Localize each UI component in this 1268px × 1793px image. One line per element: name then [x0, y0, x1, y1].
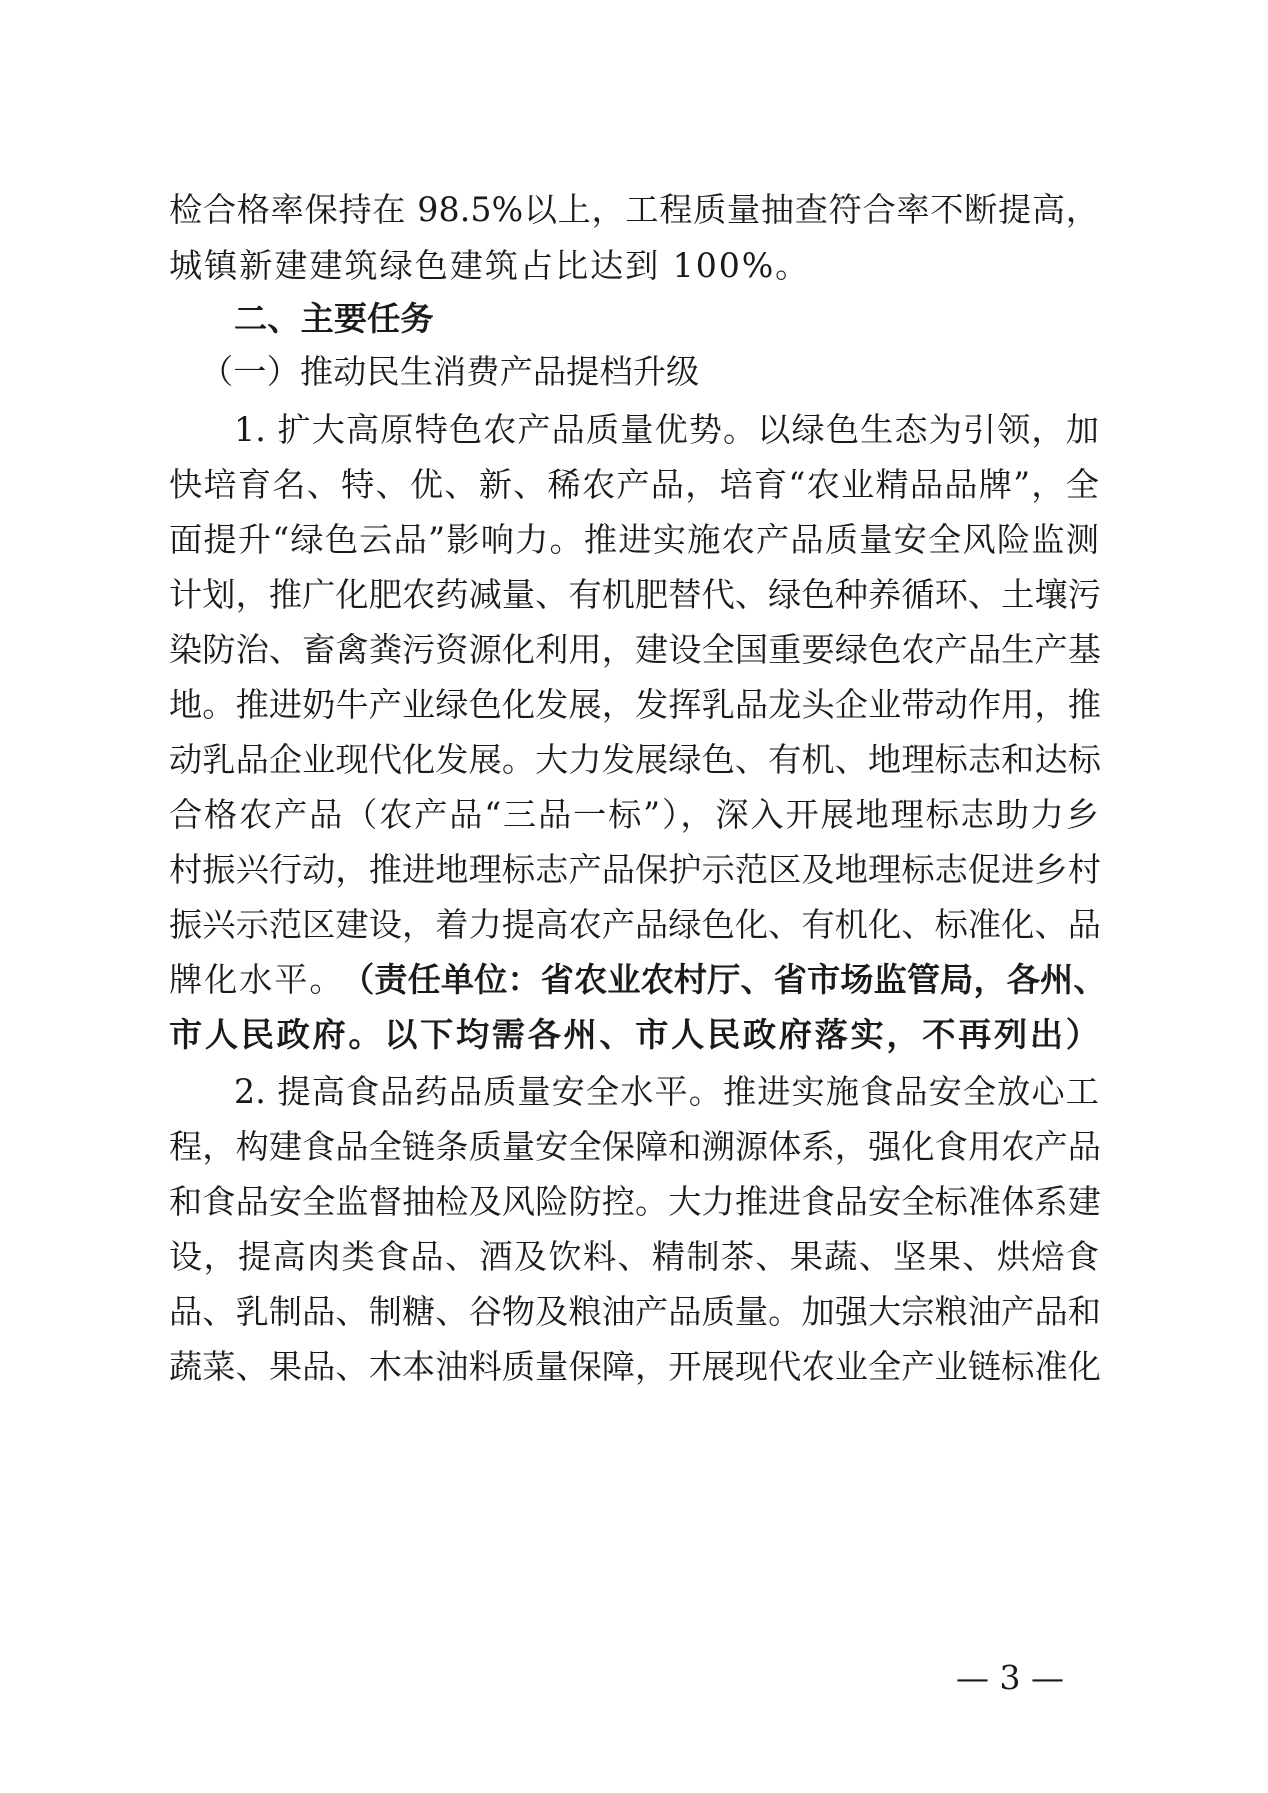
body-line: 牌化水平。 — [169, 960, 345, 999]
responsibility-note: （责任单位：省农业农村厅、省市场监管局，各州、 — [341, 960, 1107, 999]
body-line: 检合格率保持在 98.5%以上，工程质量抽查符合率不断提高， — [169, 190, 1099, 229]
body-line: 动乳品企业现代化发展。大力发展绿色、有机、地理标志和达标 — [169, 740, 1102, 779]
body-line: 设，提高肉类食品、酒及饮料、精制茶、果蔬、坚果、烘焙食 — [169, 1237, 1099, 1276]
body-line: 合格农产品（农产品“三品一标”），深入开展地理标志助力乡 — [169, 795, 1099, 834]
body-line: 面提升“绿色云品”影响力。推进实施农产品质量安全风险监测 — [169, 520, 1099, 559]
body-line: 快培育名、特、优、新、稀农产品，培育“农业精品品牌”，全 — [169, 465, 1099, 504]
subsection-heading: （一）推动民生消费产品提档升级 — [200, 352, 700, 391]
body-line: 计划，推广化肥农药减量、有机肥替代、绿色种养循环、土壤污 — [169, 575, 1102, 614]
body-line: 振兴示范区建设，着力提高农产品绿色化、有机化、标准化、品 — [169, 905, 1102, 944]
section-heading: 二、主要任务 — [234, 299, 434, 338]
body-line: 地。推进奶牛产业绿色化发展，发挥乳品龙头企业带动作用，推 — [169, 685, 1102, 724]
body-line: 染防治、畜禽粪污资源化利用，建设全国重要绿色农产品生产基 — [169, 630, 1102, 669]
body-line: 蔬菜、果品、木本油料质量保障，开展现代农业全产业链标准化 — [169, 1347, 1102, 1386]
page-number: — 3 — — [956, 1658, 1064, 1697]
body-line: 2. 提高食品药品质量安全水平。推进实施食品安全放心工 — [234, 1072, 1099, 1111]
body-line: 村振兴行动，推进地理标志产品保护示范区及地理标志促进乡村 — [169, 850, 1102, 889]
body-line: 和食品安全监督抽检及风险防控。大力推进食品安全标准体系建 — [169, 1182, 1102, 1221]
responsibility-note: 市人民政府。以下均需各州、市人民政府落实，不再列出） — [169, 1015, 1099, 1054]
body-line: 城镇新建建筑绿色建筑占比达到 100%。 — [169, 246, 811, 285]
body-line: 1. 扩大高原特色农产品质量优势。以绿色生态为引领，加 — [234, 410, 1099, 449]
body-line: 品、乳制品、制糖、谷物及粮油产品质量。加强大宗粮油产品和 — [169, 1292, 1102, 1331]
body-line: 程，构建食品全链条质量安全保障和溯源体系，强化食用农产品 — [169, 1127, 1102, 1166]
